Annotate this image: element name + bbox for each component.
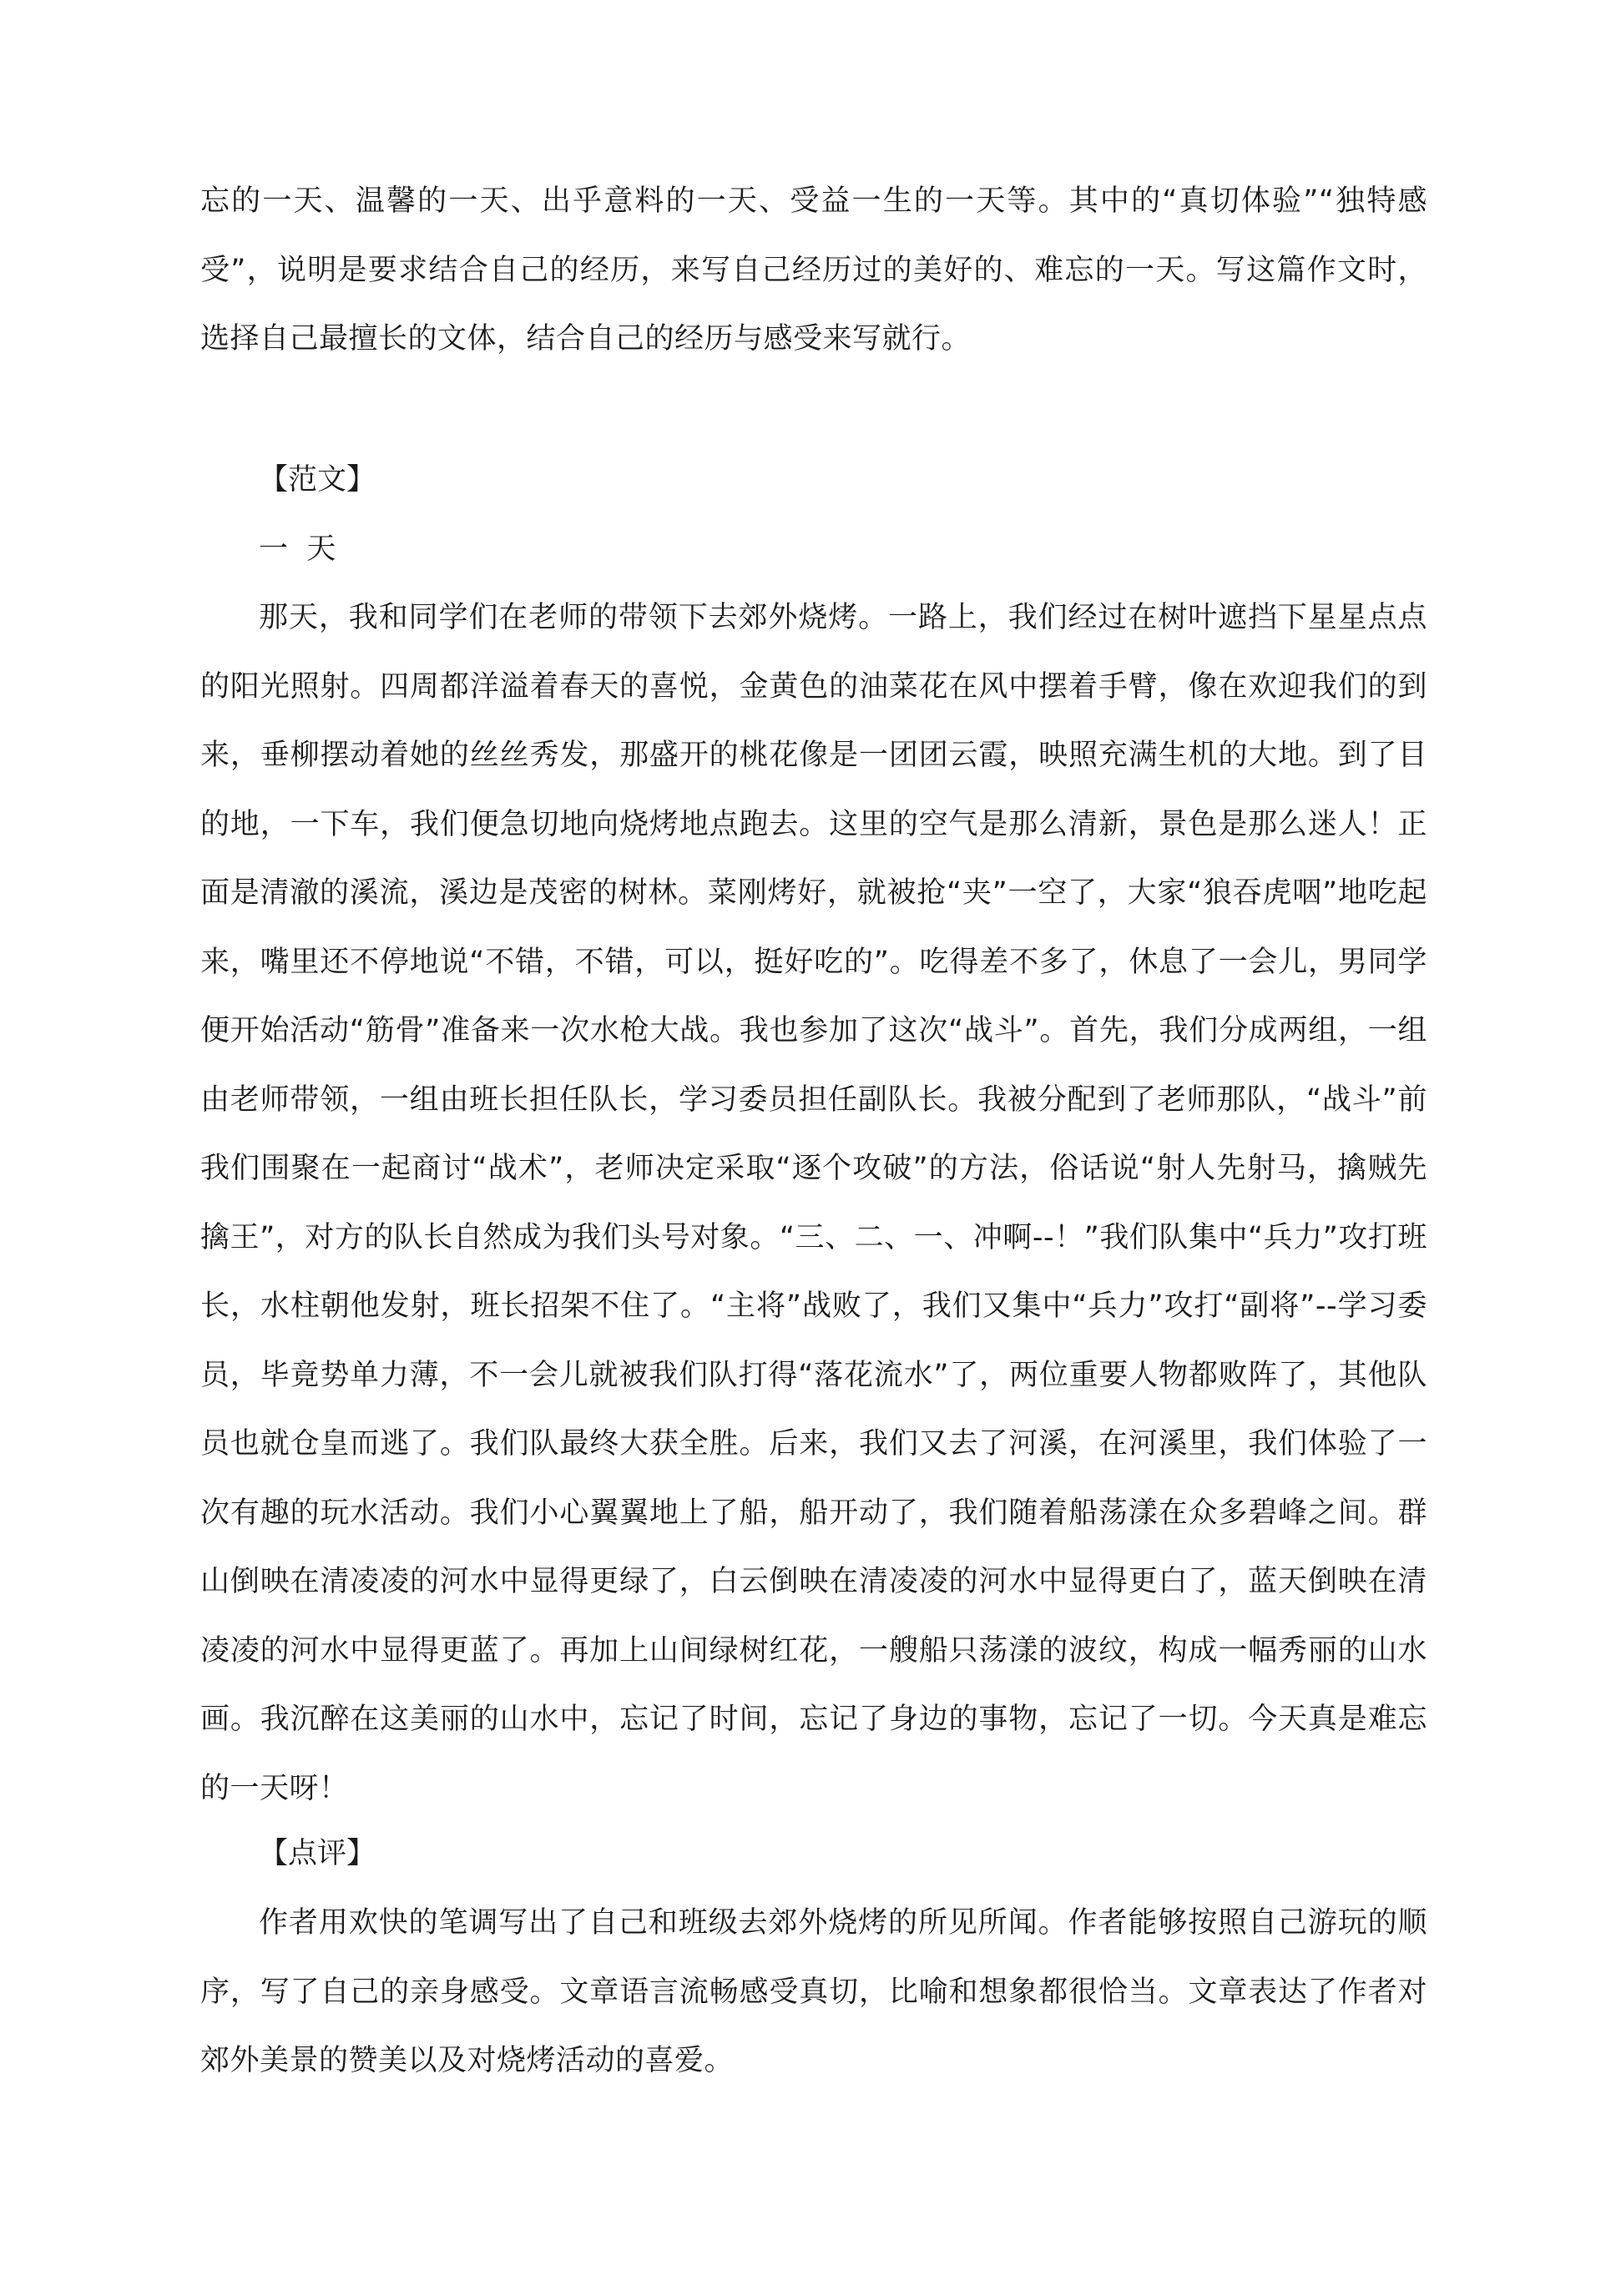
essay-title: 一 天 xyxy=(259,532,336,566)
essay-body-paragraph: 那天，我和同学们在老师的带领下去郊外烧烤。一路上，我们经过在树叶遮挡下星星点点的阳光照射。四周都洋溢着春天的喜悦，金黄色的油菜花在风中摆着手臂，像在欢迎我们的到来，垂柳摆动着她的丝丝秀发，那盛开的桃花像是一团团云霞，映照充满生机的大地。到了目的地，一下车，我们便急切地向烧烤地点跑去。这里的空气是那么清新，景色是那么迷人！正面是清澈的溪流，溪边是茂密的树林。菜刚烤好，就被抢“夹”一空了，大家“狼吞虎咽”地吃起来，嘴里还不停地说“不错，不错，可以，挺好吃的”。吃得差不多了，休息了一会儿，男同学便开始活动“筋骨”准备来一次水枪大战。我也参加了这次“战斗”。首先，我们分成两组，一组由老师带领，一组由班长担任队长，学习委员担任副队长。我被分配到了老师那队，“战斗”前我们围聚在一起商讨“战术”，老师决定采取“逐个攻破”的方法，俗话说“射人先射马，擒贼先擒王”，对方的队长自然成为我们头号对象。“三、二、一、冲啊--！”我们队集中“兵力”攻打班长，水柱朝他发射，班长招架不住了。“主将”战败了，我们又集中“兵力”攻打“副将”--学习委员，毕竟势单力薄，不一会儿就被我们队打得“落花流水”了，两位重要人物都败阵了，其他队员也就仓皇而逃了。我们队最终大获全胜。后来，我们又去了河溪，在河溪里，我们体验了一次有趣的玩水活动。我们小心翼翼地上了船，船开动了，我们随着船荡漾在众多碧峰之间。群山倒映在清凌凌的河水中显得更绿了，白云倒映在清凌凌的河水中显得更白了，蓝天倒映在清凌凌的河水中显得更蓝了。再加上山间绿树红花，一艘船只荡漾的波纹，构成一幅秀丽的山水画。我沉醉在这美丽的山水中，忘记了时间，忘记了身边的事物，忘记了一切。今天真是难忘的一天呀！ xyxy=(200,601,1427,1805)
intro-paragraph: 忘的一天、温馨的一天、出乎意料的一天、受益一生的一天等。其中的“真切体验”“独特感受”，说明是要求结合自己的经历，来写自己经历过的美好的、难忘的一天。写这篇作文时，选择自己最擅长的文体，结合自己的经历与感受来写就行。 xyxy=(200,184,1427,356)
section-label-model-essay: 【范文】 xyxy=(259,463,376,497)
section-label-review: 【点评】 xyxy=(259,1837,376,1870)
review-body-paragraph: 作者用欢快的笔调写出了自己和班级去郊外烧烤的所见所闻。作者能够按照自己游玩的顺序，写了自己的亲身感受。文章语言流畅感受真切，比喻和想象都很恰当。文章表达了作者对郊外美景的赞美以及对烧烤活动的喜爱。 xyxy=(200,1906,1427,2077)
